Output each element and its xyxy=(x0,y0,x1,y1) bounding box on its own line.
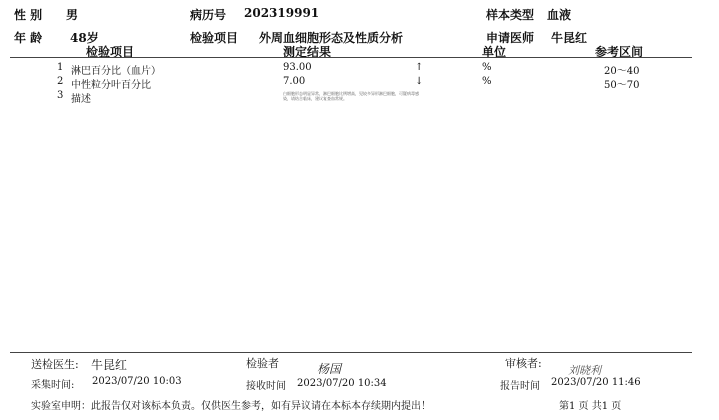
column-header-item: 检验项目 xyxy=(86,45,135,59)
lab-statement: 实验室申明：此报告仅对该标本负责。仅供医生参考，如有异议请在本标本存续期内提出！ xyxy=(31,401,431,412)
page-info: 第1 页 共1 页 xyxy=(559,401,622,412)
test-item-label: 检验项目 xyxy=(190,31,239,45)
reviewer-label: 审核者: xyxy=(505,357,542,370)
reference-range: 20～40 xyxy=(604,66,640,77)
description-fine-print: 白细胞形态明显异常，淋巴细胞比例增高，见较多异形淋巴细胞，可疑病毒感染，请结合临床，建议复查血常规。 xyxy=(283,91,419,101)
row-number: 3 xyxy=(57,90,64,101)
row-number: 2 xyxy=(57,76,64,87)
sender-label: 送检医生: xyxy=(31,358,79,371)
low-flag-arrow: ↓ xyxy=(415,76,424,87)
doctor-value: 牛昆红 xyxy=(551,31,588,45)
test-unit: % xyxy=(482,62,492,73)
sample-type-value: 血液 xyxy=(547,8,572,22)
gender-label: 性 别 xyxy=(14,8,43,22)
collect-time-value: 2023/07/20 10:03 xyxy=(92,376,182,387)
test-name: 中性粒分叶百分比 xyxy=(71,80,151,91)
receive-time-value: 2023/07/20 10:34 xyxy=(297,378,387,389)
sender-value: 牛昆红 xyxy=(91,358,128,372)
column-header-result: 测定结果 xyxy=(283,45,332,59)
gender-value: 男 xyxy=(66,8,79,22)
column-header-reference: 参考区间 xyxy=(595,45,644,59)
test-unit: % xyxy=(482,76,492,87)
column-header-unit: 单位 xyxy=(482,45,507,59)
receive-time-label: 接收时间 xyxy=(246,381,286,392)
test-result: 7.00 xyxy=(283,76,306,87)
sample-type-label: 样本类型 xyxy=(486,8,535,22)
report-time-value: 2023/07/20 11:46 xyxy=(551,377,641,388)
header-divider xyxy=(10,57,692,58)
row-number: 1 xyxy=(57,62,64,73)
high-flag-arrow: ↑ xyxy=(415,62,424,73)
test-item-value: 外周血细胞形态及性质分析 xyxy=(259,31,404,45)
age-label: 年 龄 xyxy=(14,31,43,45)
age-value: 48岁 xyxy=(70,31,99,45)
collect-time-label: 采集时间: xyxy=(31,380,75,391)
reviewer-signature: 刘晓利 xyxy=(568,364,601,377)
report-time-label: 报告时间 xyxy=(500,381,540,392)
tester-signature: 杨国 xyxy=(317,362,342,376)
test-result: 93.00 xyxy=(283,62,312,73)
footer-divider xyxy=(10,352,692,353)
tester-label: 检验者 xyxy=(246,357,279,370)
test-name: 淋巴百分比（血片） xyxy=(71,66,161,77)
reference-range: 50～70 xyxy=(604,80,640,91)
record-value: 202319991 xyxy=(244,6,320,20)
record-label: 病历号 xyxy=(190,8,227,22)
doctor-label: 申请医师 xyxy=(486,31,535,45)
test-name: 描述 xyxy=(71,94,91,105)
